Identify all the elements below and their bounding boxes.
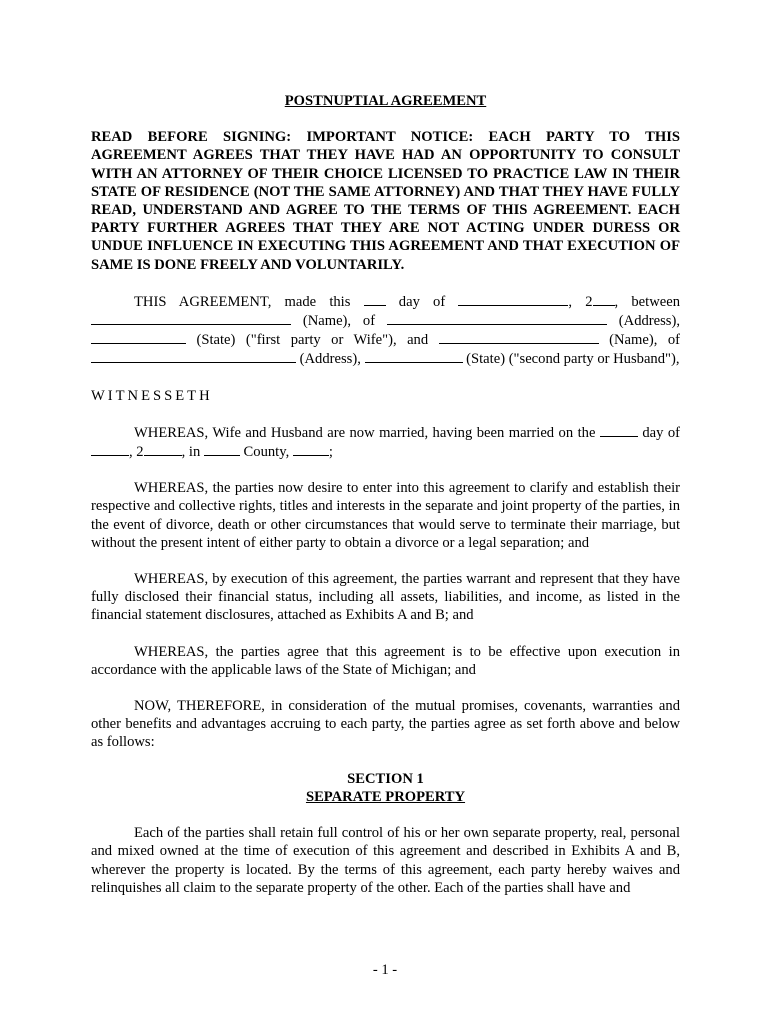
section-title: SEPARATE PROPERTY [305,788,466,805]
whereas1-text-3: , 2 [129,444,144,461]
wife-address-blank[interactable] [387,311,607,325]
important-notice: READ BEFORE SIGNING: IMPORTANT NOTICE: EACH PARTY TO THIS AGREEMENT AGREES THAT THEY HAVE HAD AN OPPORTUNITY TO CONSULT WITH AN ATTORNEY OF THEIR CHOICE LICENSED TO PRACTICE LAW IN THEIR STATE OF RESIDENCE (NOT THE SAME ATTORNEY) AND THAT THEY HAVE FULLY READ, UNDERSTAND AND AGREE TO THE TERMS OF THIS AGREEMENT. EACH PARTY FURTHER AGREES THAT THEY ARE NOT ACTING UNDER DURESS OR UNDUE INFLUENCE IN EXECUTING THIS AGREEMENT AND THAT EXECUTION OF SAME IS DONE FREELY AND VOLUNTARILY. [91,129,680,273]
intro-text-9: (Address), [296,351,365,368]
marriage-place-blank[interactable] [204,442,240,456]
whereas-disclosure-paragraph: WHEREAS, by execution of this agreement, the parties warrant and represent that they have fully disclosed their financial status, including all assets, liabilities, and income, as listed in the financial statement disclosures, attached as Exhibits A and B; and [91,571,680,624]
document-page [91,92,680,915]
whereas1-text-6: ; [328,444,333,461]
intro-text-8: (Name), of [598,332,681,349]
section-1-paragraph: Each of the parties shall retain full control of his or her own separate property, real, personal and mixed owned at the time of execution of this agreement and described in Exhibits A and B, wherever the property is located. By the terms of this agreement, each party hereby waives and relinquishes all claim to the separate property of the other. Each of the parties shall have and [91,825,680,896]
section-1-heading [91,770,680,806]
month-blank[interactable] [458,292,568,306]
wife-name-blank[interactable] [91,311,291,325]
document-title: POSTNUPTIAL AGREEMENT [284,93,487,109]
marriage-day-blank[interactable] [600,423,638,437]
intro-text-5: (Name), of [291,313,387,330]
husband-name-blank[interactable] [439,330,599,344]
day-blank[interactable] [364,292,386,306]
intro-text-6: (Address), [606,313,680,330]
intro-paragraph [91,292,680,369]
section-number: SECTION 1 [347,770,424,787]
husband-address-blank[interactable] [91,349,296,363]
whereas-effective-paragraph: WHEREAS, the parties agree that this agreement is to be effective upon execution in accordance with the applicable laws of the State of Michigan; and [91,643,680,678]
intro-text-4: , between [614,293,680,310]
whereas1-text-4: , in [181,444,204,461]
whereas-desire-paragraph: WHEREAS, the parties now desire to enter into this agreement to clarify and establish their respective and collective rights, titles and interests in the separate and joint property of the parties, in the event of divorce, death or other circumstances that would serve to terminate their marriage, but without the present intent of either party to obtain a divorce or a legal separation; and [91,480,680,551]
year-blank[interactable] [593,292,615,306]
whereas1-text-2: day of [637,424,680,441]
witnesseth-heading: WITNESSETH [91,387,213,404]
marriage-month-blank[interactable] [91,442,129,456]
whereas1-text-5: County, [239,444,293,461]
intro-text-1: THIS AGREEMENT, made this [134,293,364,310]
intro-text-7: (State) ("first party or Wife"), and [186,332,439,349]
intro-text-2: day of [385,293,459,310]
husband-state-blank[interactable] [365,349,463,363]
intro-text-3: , 2 [568,293,593,310]
wife-state-blank[interactable] [91,330,186,344]
marriage-county-blank[interactable] [293,442,329,456]
whereas1-text-1: WHEREAS, Wife and Husband are now married, having been married on the [134,424,600,441]
marriage-year-blank[interactable] [144,442,182,456]
intro-text-10: (State) ("second party or Husband"), [462,351,680,368]
page-number: - 1 - [372,962,398,978]
whereas-married-paragraph [91,423,680,461]
now-therefore-paragraph: NOW, THEREFORE, in consideration of the mutual promises, covenants, warranties and other benefits and advantages accruing to each party, the parties agree as set forth above and below as follows: [91,698,680,751]
